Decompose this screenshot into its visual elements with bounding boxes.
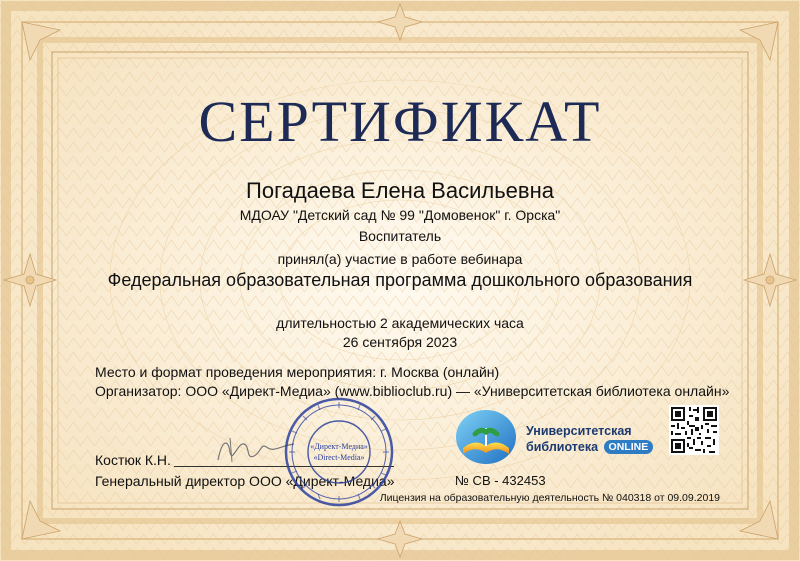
certificate-title: СЕРТИФИКАТ <box>198 89 602 154</box>
brand-name-word: библиотека <box>526 440 599 454</box>
event-place: Место и формат проведения мероприятия: г. Москва (онлайн) <box>95 364 500 380</box>
event-organizer: Организатор: ООО «Директ-Медиа» (www.biblioclub.ru) — «Университетская библиотека онлайн» <box>95 383 730 399</box>
event-date: 26 сентября 2023 <box>342 334 458 350</box>
seal-center-line1: «Директ-Медиа» <box>310 442 368 451</box>
participation-text: принял(а) участие в работе вебинара <box>277 251 523 267</box>
certificate-number: № СВ - 432453 <box>455 473 546 488</box>
recipient-organization: МДОАУ "Детский сад № 99 "Домовенок" г. Орска" <box>239 207 561 223</box>
brand-name-line2 <box>526 440 653 454</box>
brand-name-line1: Университетская <box>526 424 632 438</box>
qr-code-icon <box>669 405 719 455</box>
online-badge: ONLINE <box>604 440 654 454</box>
company-seal-icon <box>283 396 395 508</box>
event-duration: длительностью 2 академических часа <box>276 315 524 331</box>
seal-center-line2: «Direct-Media» <box>313 453 365 462</box>
recipient-position: Воспитатель <box>358 228 442 244</box>
signer-name: Костюк К.Н. <box>95 452 171 468</box>
event-name: Федеральная образовательная программа дошкольного образования <box>107 270 693 290</box>
recipient-name: Погадаева Елена Васильевна <box>246 178 554 203</box>
open-book-icon <box>455 408 517 466</box>
signer-title: Генеральный директор ООО «Директ-Медиа» <box>95 473 395 489</box>
license-info: Лицензия на образовательную деятельность № 040318 от 09.09.2019 <box>379 492 720 504</box>
